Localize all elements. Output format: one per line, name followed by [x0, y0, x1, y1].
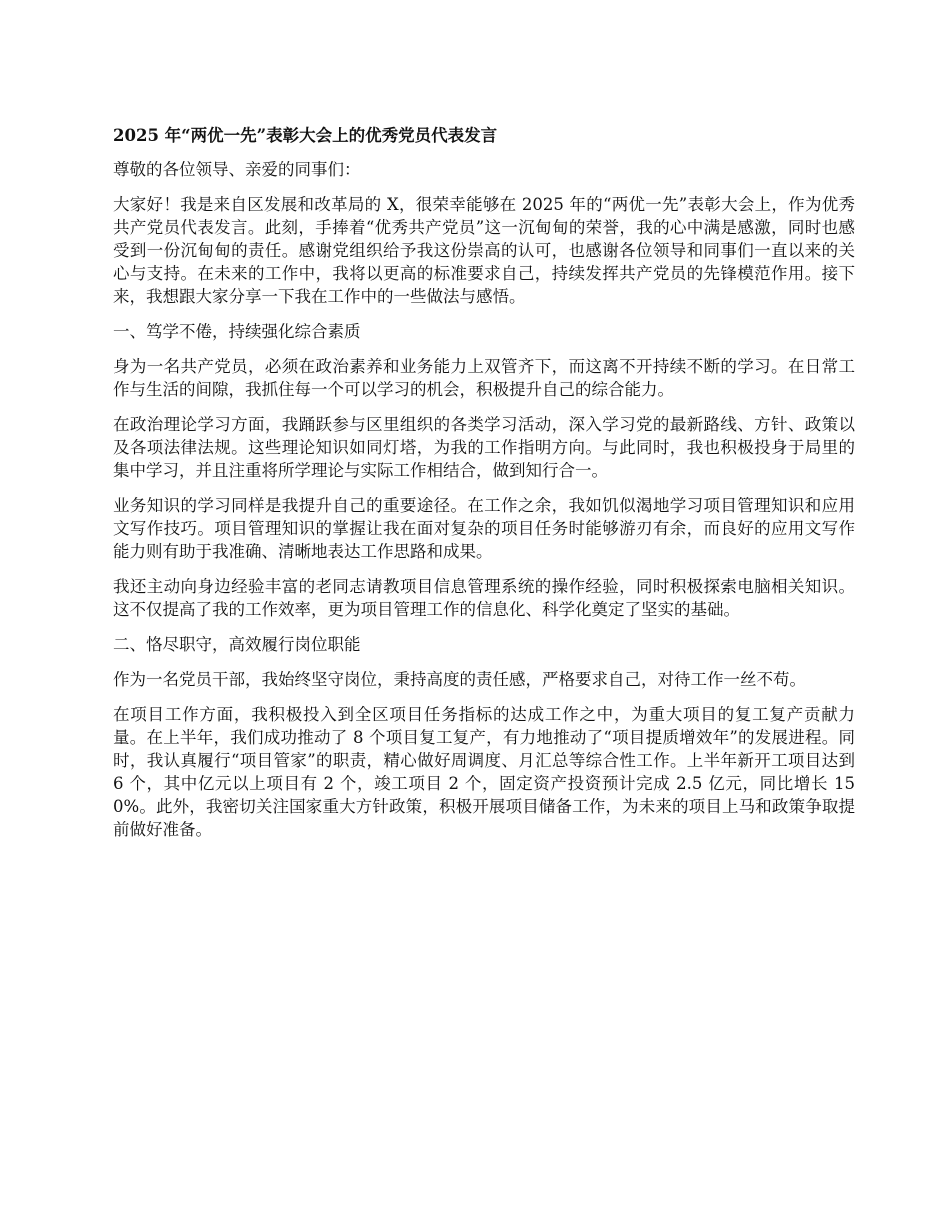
section1-paragraph-1: 身为一名共产党员，必须在政治素养和业务能力上双管齐下，而这离不开持续不断的学习。在日常工作与生活的间隙，我抓住每一个可以学习的机会，积极提升自己的综合能力。	[113, 357, 855, 399]
salutation: 尊敬的各位领导、亲爱的同事们：	[113, 160, 361, 179]
section-heading-2: 二、恪尽职守，高效履行岗位职能	[113, 635, 361, 654]
section1-paragraph-4: 我还主动向身边经验丰富的老同志请教项目信息管理系统的操作经验，同时积极探索电脑相关知识。这不仅提高了我的工作效率，更为项目管理工作的信息化、科学化奠定了坚实的基础。	[113, 577, 855, 619]
document-body	[113, 124, 855, 853]
section2-paragraph-2: 在项目工作方面，我积极投入到全区项目任务指标的达成工作之中，为重大项目的复工复产贡献力量。在上半年，我们成功推动了 8 个项目复工复产，有力地推动了“项目提质增效年”的发展进程。同时，我认真履行“项目管家”的职责，精心做好周调度、月汇总等综合性工作。上半年新开工项目达到 6 个，其中亿元以上项目有 2 个，竣工项目 2 个，固定资产投资预计完成 2.5 亿元，同比增长 150%。此外，我密切关注国家重大方针政策，积极开展项目储备工作，为未来的项目上马和政策争取提前做好准备。	[113, 705, 855, 839]
section1-paragraph-3: 业务知识的学习同样是我提升自己的重要途径。在工作之余，我如饥似渴地学习项目管理知识和应用文写作技巧。项目管理知识的掌握让我在面对复杂的项目任务时能够游刃有余，而良好的应用文写作能力则有助于我准确、清晰地表达工作思路和成果。	[113, 496, 855, 561]
intro-paragraph: 大家好！我是来自区发展和改革局的 X，很荣幸能够在 2025 年的“两优一先”表彰大会上，作为优秀共产党员代表发言。此刻，手捧着“优秀共产党员”这一沉甸甸的荣誉，我的心中满是感激，同时也感受到一份沉甸甸的责任。感谢党组织给予我这份崇高的认可，也感谢各位领导和同事们一直以来的关心与支持。在未来的工作中，我将以更高的标准要求自己，持续发挥共产党员的先锋模范作用。接下来，我想跟大家分享一下我在工作中的一些做法与感悟。	[113, 195, 855, 306]
section2-paragraph-1: 作为一名党员干部，我始终坚守岗位，秉持高度的责任感，严格要求自己，对待工作一丝不苟。	[113, 670, 806, 689]
document-title: 2025 年“两优一先”表彰大会上的优秀党员代表发言	[113, 126, 498, 145]
section-heading-1: 一、笃学不倦，持续强化综合素质	[113, 322, 361, 341]
section1-paragraph-2: 在政治理论学习方面，我踊跃参与区里组织的各类学习活动，深入学习党的最新路线、方针、政策以及各项法律法规。这些理论知识如同灯塔，为我的工作指明方向。与此同时，我也积极投身于局里的集中学习，并且注重将所学理论与实际工作相结合，做到知行合一。	[113, 415, 855, 480]
